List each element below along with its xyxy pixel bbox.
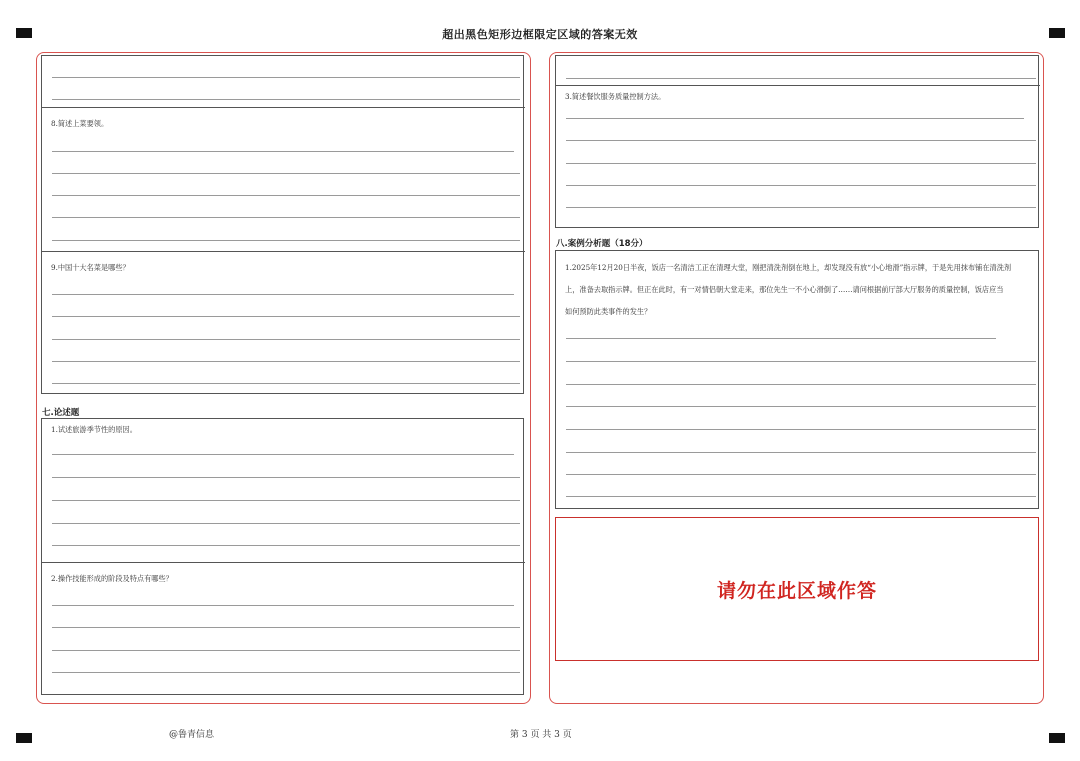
- case-question-line-3: 如何预防此类事件的发生？: [565, 307, 652, 316]
- answer-line: [566, 78, 1036, 79]
- answer-line[interactable]: [566, 207, 1036, 208]
- section-8-title: 八.案例分析题（18分）: [556, 239, 648, 249]
- answer-line[interactable]: [566, 496, 1036, 497]
- question-8-text: 8.简述上菜要领。: [51, 119, 109, 128]
- answer-line[interactable]: [52, 477, 520, 478]
- answer-line[interactable]: [52, 672, 520, 673]
- answer-line[interactable]: [566, 474, 1036, 475]
- answer-line[interactable]: [52, 650, 520, 651]
- answer-line[interactable]: [52, 240, 520, 241]
- answer-line: [52, 77, 520, 78]
- answer-line[interactable]: [566, 406, 1036, 407]
- question-3-text: 3.简述餐饮服务质量控制方法。: [565, 92, 666, 101]
- question-7-1-text: 1.试述旅游季节性的原因。: [51, 425, 137, 434]
- answer-line: [52, 99, 520, 100]
- question-divider: [42, 251, 525, 252]
- answer-line[interactable]: [52, 217, 520, 218]
- answer-line[interactable]: [566, 452, 1036, 453]
- section-7-title: 七.论述题: [42, 408, 80, 418]
- answer-line[interactable]: [52, 605, 514, 606]
- answer-line[interactable]: [52, 454, 514, 455]
- answer-line[interactable]: [52, 151, 514, 152]
- footer-watermark: @鲁青信息: [169, 730, 215, 740]
- answer-line[interactable]: [52, 523, 520, 524]
- answer-line[interactable]: [566, 429, 1036, 430]
- answer-line[interactable]: [52, 316, 520, 317]
- answer-line[interactable]: [52, 195, 520, 196]
- answer-line[interactable]: [566, 361, 1036, 362]
- question-9-text: 9.中国十大名菜是哪些？: [51, 263, 130, 272]
- answer-line[interactable]: [566, 185, 1036, 186]
- answer-line[interactable]: [52, 627, 520, 628]
- answer-line[interactable]: [52, 500, 520, 501]
- registration-mark-bottom-left: [16, 733, 32, 743]
- answer-line[interactable]: [566, 384, 1036, 385]
- answer-line[interactable]: [566, 140, 1036, 141]
- answer-box-section-8: [555, 250, 1039, 509]
- answer-line[interactable]: [52, 361, 520, 362]
- answer-line[interactable]: [52, 173, 520, 174]
- answer-box-section-7: [41, 418, 524, 695]
- question-divider: [42, 107, 525, 108]
- answer-box-q3: [555, 55, 1039, 228]
- answer-line[interactable]: [566, 163, 1036, 164]
- answer-line[interactable]: [52, 294, 514, 295]
- question-divider: [42, 562, 525, 563]
- answer-line[interactable]: [566, 118, 1024, 119]
- answer-line[interactable]: [52, 545, 520, 546]
- case-question-line-1: 1.2025年12月20日半夜，饭店一名清洁工正在清理大堂，刚把清洗剂倒在地上，却发现没有放“小心地滑”指示牌，于是先用抹布铺在清洗剂: [565, 263, 1012, 272]
- answer-box-q7-q9: [41, 55, 524, 394]
- question-7-2-text: 2.操作技能形成的阶段及特点有哪些？: [51, 574, 173, 583]
- registration-mark-bottom-right: [1049, 733, 1065, 743]
- case-question-line-2: 上，准备去取指示牌。但正在此时，有一对情侣朝大堂走来，那位先生一不小心滑倒了……请问根据前厅部大厅服务的质量控制，饭店应当: [565, 285, 1004, 294]
- answer-line[interactable]: [52, 339, 520, 340]
- no-answer-notice: 请勿在此区域作答: [716, 580, 877, 602]
- page-header-warning: 超出黑色矩形边框限定区域的答案无效: [442, 28, 638, 41]
- answer-line[interactable]: [52, 383, 520, 384]
- no-answer-zone: [555, 517, 1039, 661]
- question-divider: [556, 85, 1040, 86]
- answer-line[interactable]: [566, 338, 996, 339]
- page-number: 第 3 页 共 3 页: [510, 730, 572, 740]
